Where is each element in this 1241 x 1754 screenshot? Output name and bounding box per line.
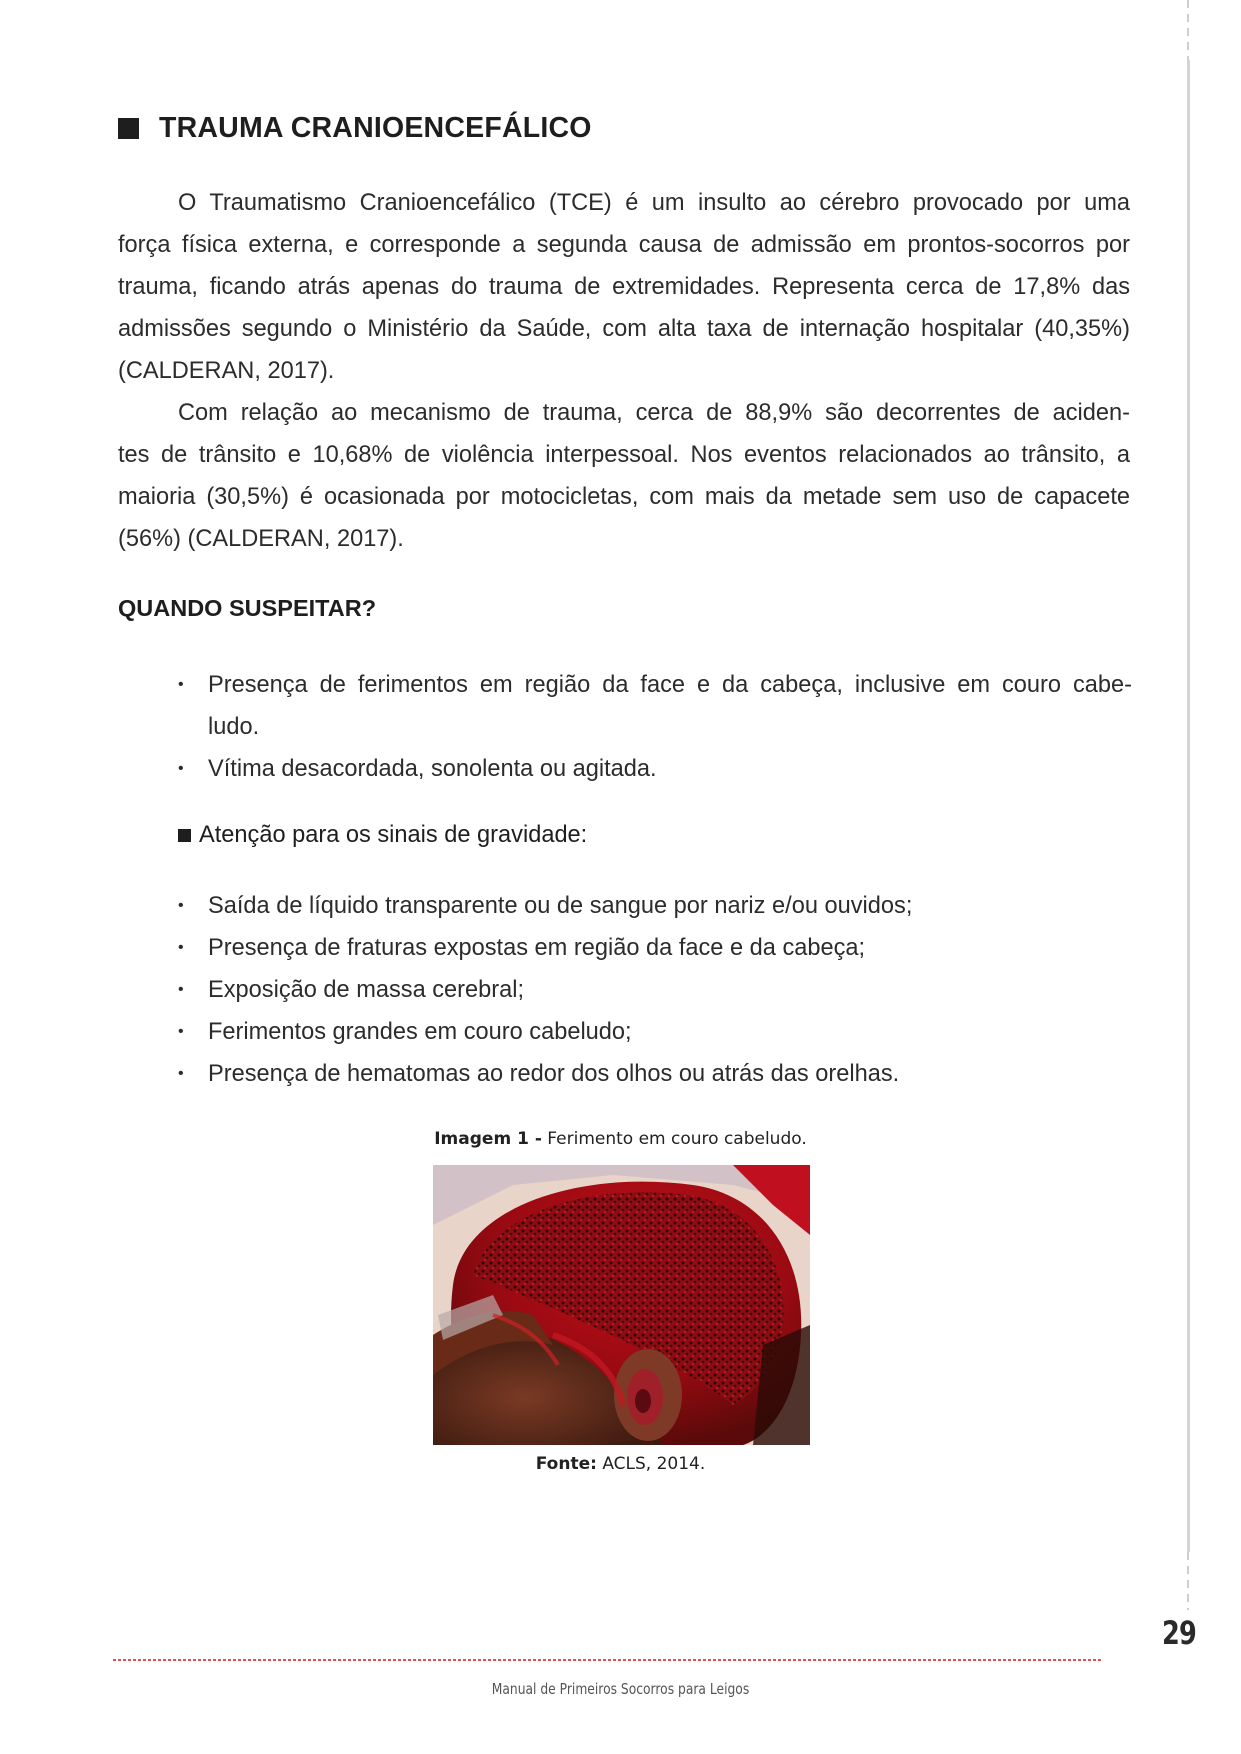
list-item-text: Exposição de massa cerebral; [208, 977, 525, 1003]
paragraph-line: trauma, ficando atrás apenas do trauma de extremidades. Representa cerca de 17,8% das [118, 274, 1130, 300]
bullet-icon: • [178, 897, 184, 914]
list-item-text: Saída de líquido transparente ou de sangue por nariz e/ou ouvidos; [208, 893, 913, 919]
bullet-icon: • [178, 981, 184, 998]
page-edge-rule [1187, 60, 1190, 1552]
section-title: TRAUMA CRANIOENCEFÁLICO [159, 112, 592, 144]
subheading-quando-suspeitar: QUANDO SUSPEITAR? [118, 595, 377, 621]
footer-dotted-rule [113, 1659, 1101, 1661]
list-item [176, 664, 1132, 748]
severity-signs-list [176, 885, 1132, 1095]
paragraph-line: (CALDERAN, 2017). [118, 358, 335, 384]
paragraph-line: admissões segundo o Ministério da Saúde, com alta taxa de internação hospitalar (40,35%) [118, 316, 1130, 342]
list-item-text: Vítima desacordada, sonolenta ou agitada. [208, 756, 657, 782]
small-square-icon [178, 829, 191, 842]
attention-text: Atenção para os sinais de gravidade: [199, 822, 588, 848]
page-edge-dashes-top [1187, 0, 1189, 60]
attention-label [178, 822, 587, 849]
list-item-line: ludo. [208, 714, 260, 740]
list-item [176, 927, 1132, 969]
page-edge-dashes-bottom [1187, 1552, 1189, 1610]
bullet-icon: • [178, 760, 184, 777]
paragraph-line: O Traumatismo Cranioencefálico (TCE) é um insulto ao cérebro provocado por uma [178, 190, 1130, 216]
bullet-icon: • [178, 1065, 184, 1082]
figure-source-label: Fonte: [535, 1454, 597, 1474]
page-number: 29 [1162, 1614, 1197, 1652]
figure-caption-label: Imagem 1 - [434, 1129, 542, 1149]
paragraph-1 [118, 182, 1130, 392]
figure-source-text: ACLS, 2014. [602, 1454, 706, 1474]
list-item [176, 1011, 1132, 1053]
square-bullet-icon [118, 118, 139, 139]
list-item [176, 1053, 1132, 1095]
figure-source [0, 1454, 1241, 1474]
list-item [176, 969, 1132, 1011]
bullet-icon: • [178, 1023, 184, 1040]
paragraph-line: Com relação ao mecanismo de trauma, cerca de 88,9% são decorrentes de aciden- [178, 400, 1130, 426]
suspect-list [176, 664, 1132, 790]
paragraph-2 [118, 392, 1130, 560]
paragraph-line: tes de trânsito e 10,68% de violência interpessoal. Nos eventos relacionados ao trânsito, a [118, 442, 1130, 468]
scalp-wound-photo [433, 1165, 810, 1445]
bullet-icon: • [178, 939, 184, 956]
list-item-text: Presença de hematomas ao redor dos olhos ou atrás das orelhas. [208, 1061, 900, 1087]
figure-caption [0, 1129, 1241, 1149]
paragraph-line: (56%) (CALDERAN, 2017). [118, 526, 404, 552]
figure-caption-text: Ferimento em couro cabeludo. [547, 1129, 807, 1149]
list-item-line: Presença de ferimentos em região da face e da cabeça, inclusive em couro cabe- [208, 672, 1132, 698]
list-item-text: Presença de fraturas expostas em região da face e da cabeça; [208, 935, 866, 961]
list-item-text: Ferimentos grandes em couro cabeludo; [208, 1019, 632, 1045]
footer-title: Manual de Primeiros Socorros para Leigos [491, 1680, 750, 1698]
list-item [176, 885, 1132, 927]
list-item [176, 748, 1132, 790]
paragraph-line: força física externa, e corresponde a segunda causa de admissão em prontos-socorros por [118, 232, 1130, 258]
bullet-icon: • [178, 676, 184, 693]
paragraph-line: maioria (30,5%) é ocasionada por motocicletas, com mais da metade sem uso de capacete [118, 484, 1130, 510]
section-heading [118, 112, 592, 145]
